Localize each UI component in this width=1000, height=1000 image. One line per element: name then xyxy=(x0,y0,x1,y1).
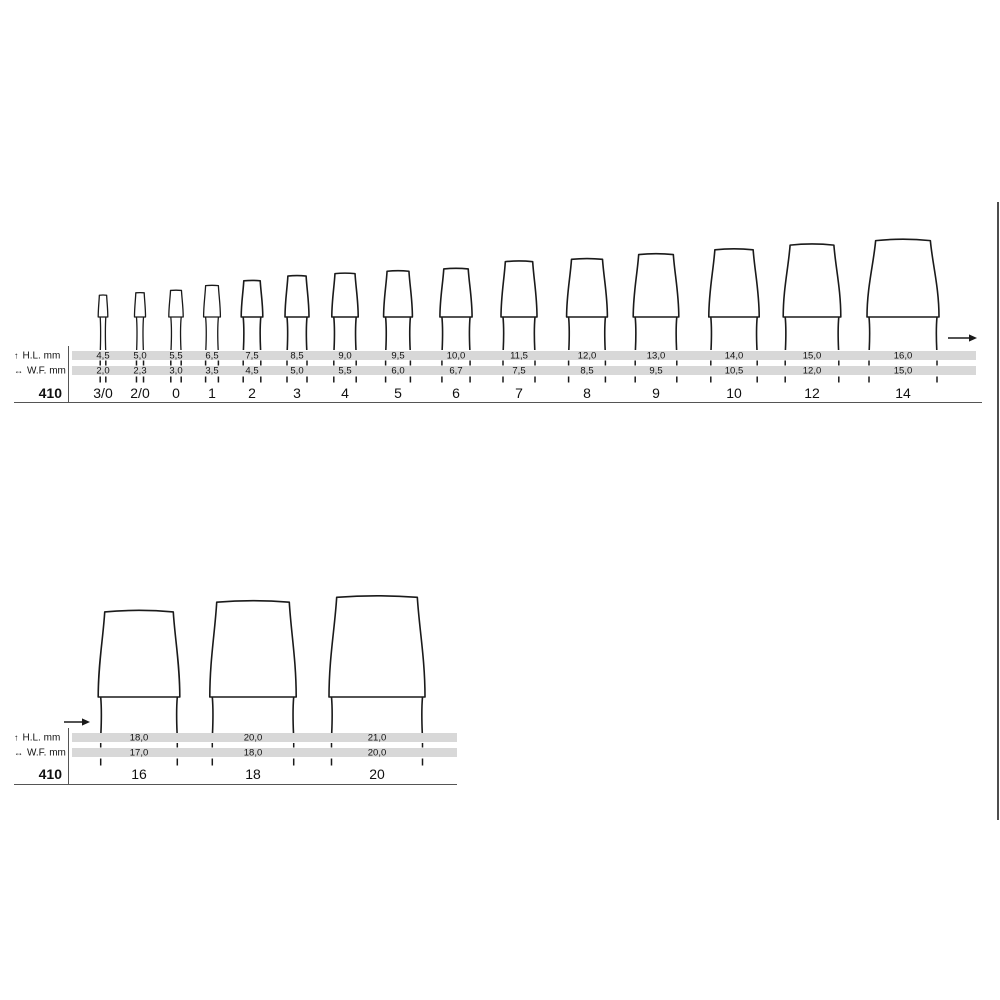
hl-value: 9,0 xyxy=(338,350,352,361)
brush-shape-ferrule xyxy=(334,317,356,350)
brush-shape-hair xyxy=(567,259,608,317)
wf-value: 12,0 xyxy=(802,365,822,377)
brush-shape-ferrule xyxy=(785,317,839,350)
hl-value: 8,5 xyxy=(290,350,304,361)
brush-shape-hair xyxy=(204,285,221,317)
hl-value: 14,0 xyxy=(724,350,744,361)
wf-value: 6,0 xyxy=(391,365,405,377)
wf-value: 5,0 xyxy=(290,365,304,377)
size-label: 1 xyxy=(208,385,216,401)
brush-shape-ferrule xyxy=(171,317,181,350)
size-label: 7 xyxy=(515,385,523,401)
hl-value: 4,5 xyxy=(96,350,110,361)
wf-value: 3,0 xyxy=(169,365,183,377)
brush-shape-hair xyxy=(783,244,841,317)
wf-value: 15,0 xyxy=(893,365,913,377)
wf-value: 3,5 xyxy=(205,365,219,377)
brush-shape-ferrule xyxy=(635,317,677,350)
brush-shape-ferrule xyxy=(100,317,106,350)
hl-value: 15,0 xyxy=(802,350,822,361)
brush-shape-ferrule xyxy=(243,317,261,350)
direction-arrow-head xyxy=(969,334,977,341)
brush-shape-ferrule xyxy=(386,317,411,350)
size-label: 2 xyxy=(248,385,256,401)
brush-shape-hair xyxy=(285,276,309,317)
hl-row-label-text: H.L. mm xyxy=(22,350,61,361)
hl-value: 16,0 xyxy=(893,350,913,361)
series-label: 410 xyxy=(38,766,62,782)
hl-value: 10,0 xyxy=(446,350,466,361)
hl-value: 20,0 xyxy=(243,732,263,743)
brush-shape-ferrule xyxy=(287,317,307,350)
brush-shape-hair xyxy=(134,293,145,317)
wf-value: 4,5 xyxy=(245,365,259,377)
hl-row-label-text: H.L. mm xyxy=(22,732,61,743)
size-label: 10 xyxy=(726,385,742,401)
hl-value: 5,0 xyxy=(133,350,147,361)
brush-shape-hair xyxy=(501,261,537,317)
series-label: 410 xyxy=(38,385,62,401)
hl-value: 9,5 xyxy=(391,350,405,361)
size-label: 9 xyxy=(652,385,660,401)
wf-value: 2,0 xyxy=(96,365,110,377)
hl-value: 21,0 xyxy=(367,732,387,743)
page-edge-line xyxy=(997,202,999,820)
direction-arrow-head xyxy=(82,718,90,725)
hl-value: 11,5 xyxy=(510,350,528,361)
brush-shape-ferrule xyxy=(503,317,535,350)
hl-value: 12,0 xyxy=(577,350,597,361)
wf-value: 2,3 xyxy=(133,365,147,377)
left-right-arrow-icon: ↔ xyxy=(14,747,23,758)
brush-shape-ferrule xyxy=(136,317,143,350)
brush-shape-ferrule xyxy=(711,317,757,350)
wf-row-label-text: W.F. mm xyxy=(27,365,66,376)
up-arrow-icon: ↑ xyxy=(14,350,19,361)
size-label: 2/0 xyxy=(130,385,150,401)
brush-shape-hair xyxy=(329,596,425,697)
left-right-arrow-icon: ↔ xyxy=(14,365,23,376)
size-label: 16 xyxy=(131,766,147,782)
wf-value: 18,0 xyxy=(243,747,263,758)
hl-value: 18,0 xyxy=(129,732,149,743)
wf-value: 9,5 xyxy=(649,365,663,377)
wf-value: 17,0 xyxy=(129,747,149,758)
hl-value: 7,5 xyxy=(245,350,259,361)
brush-shape-hair xyxy=(241,280,263,317)
size-label: 6 xyxy=(452,385,460,401)
size-label: 5 xyxy=(394,385,402,401)
hl-value: 13,0 xyxy=(646,350,666,361)
brush-shape-hair xyxy=(98,610,180,697)
wf-value: 20,0 xyxy=(367,747,387,758)
size-label: 14 xyxy=(895,385,911,401)
brush-shape-hair xyxy=(332,273,358,317)
hl-value: 6,5 xyxy=(205,350,219,361)
brush-shape-ferrule xyxy=(442,317,470,350)
brush-shape-hair xyxy=(867,239,939,317)
brush-shape-ferrule xyxy=(569,317,606,350)
size-label: 3 xyxy=(293,385,301,401)
brush-shape-hair xyxy=(210,601,296,697)
brush-shape-ferrule xyxy=(206,317,219,350)
brush-shape-ferrule xyxy=(332,697,423,733)
brush-shape-hair xyxy=(98,295,108,317)
wf-value: 6,7 xyxy=(449,365,463,377)
brush-shape-ferrule xyxy=(101,697,178,733)
brush-shape-hair xyxy=(169,290,183,317)
size-label: 18 xyxy=(245,766,261,782)
hl-value: 5,5 xyxy=(169,350,183,361)
wf-value: 5,5 xyxy=(338,365,352,377)
size-label: 12 xyxy=(804,385,820,401)
size-label: 0 xyxy=(172,385,180,401)
brush-shape-hair xyxy=(709,249,759,317)
wf-row-label-text: W.F. mm xyxy=(27,747,66,758)
brush-shape-hair xyxy=(384,271,413,317)
size-label: 3/0 xyxy=(93,385,113,401)
wf-value: 10,5 xyxy=(724,365,744,377)
brush-shape-ferrule xyxy=(212,697,293,733)
up-arrow-icon: ↑ xyxy=(14,732,19,743)
brush-shape-hair xyxy=(440,268,472,317)
wf-value: 7,5 xyxy=(512,365,526,377)
size-label: 20 xyxy=(369,766,385,782)
wf-value: 8,5 xyxy=(580,365,594,377)
size-label: 4 xyxy=(341,385,349,401)
brush-shape-hair xyxy=(633,254,679,317)
brush-shape-ferrule xyxy=(869,317,937,350)
size-label: 8 xyxy=(583,385,591,401)
